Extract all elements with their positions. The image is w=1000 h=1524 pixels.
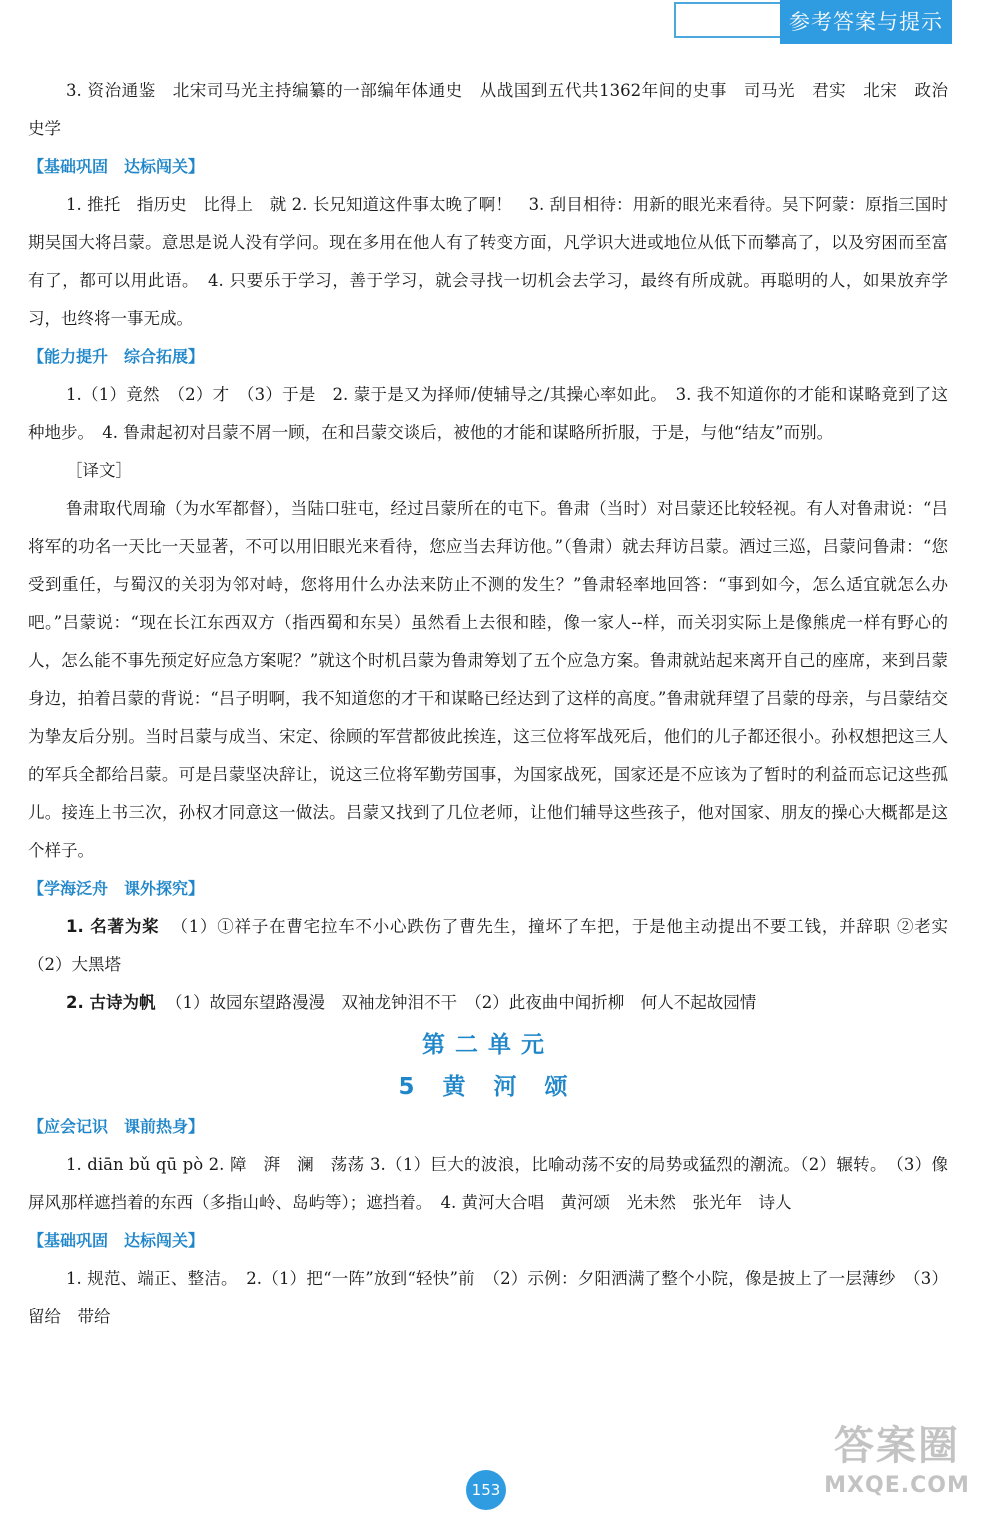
explore-item-1-body: （1）①祥子在曹宅拉车不小心跌伤了曹先生，撞坏了车把，于是他主动提出不要工钱，并辞职 ②老实 （2）大黑塔 — [28, 917, 965, 974]
section-body-warmup: 1. diān bǔ qū pò 2. 障 湃 澜 荡荡 3.（1）巨大的波浪，比喻动荡不安的局势或猛烈的潮流。（2）辗转。 （3）像屏风那样遮挡着的东西（多指山岭、岛屿等）；遮挡着。 4. 黄河大合唱 黄河颂 光未然 张光年 诗人 — [28, 1155, 948, 1212]
explore-item-1-lead: 1. 名著为桨 — [66, 917, 160, 936]
lesson-title: 5 黄 河 颂 — [398, 1074, 578, 1100]
explore-item-2-body: （1）故园东望路漫漫 双袖龙钟泪不干 （2）此夜曲中闻折柳 何人不起故园情 — [166, 993, 757, 1012]
section-heading-explore: 【学海泛舟 课外探究】 — [28, 879, 205, 898]
explore-item-2 — [28, 984, 948, 1022]
watermark-text: 答案圈 — [834, 1423, 960, 1469]
section-body-basic-2: 1. 规范、端正、整洁。 2.（1）把“一阵”放到“轻快”前 （2）示例：夕阳洒满了整个小院，像是披上了一层薄纱 （3）留给 带给 — [28, 1269, 948, 1326]
explore-item-1 — [28, 908, 965, 984]
translation-body: 鲁肃取代周瑜（为水军都督），当陆口驻屯，经过吕蒙所在的屯下。鲁肃（当时）对吕蒙还比较轻视。有人对鲁肃说：“吕将军的功名一天比一天显著，不可以用旧眼光来看待，您应当去拜访他。”（鲁肃）就去拜访吕蒙。酒过三巡，吕蒙问鲁肃：“您受到重任，与蜀汉的关羽为邻对峙，您将用什么办法来防止不测的发生？”鲁肃轻率地回答：“事到如今，怎么适宜就怎么办吧。”吕蒙说：“现在长江东西双方（指西蜀和东吴）虽然看上去很和睦，像一家人--样，而关羽实际上是像熊虎一样有野心的人，怎么能不事先预定好应急方案呢？”就这个时机吕蒙为鲁肃筹划了五个应急方案。鲁肃就站起来离开自己的座席，来到吕蒙身边，拍着吕蒙的背说：“吕子明啊，我不知道您的才干和谋略已经达到了这样的高度。”鲁肃就拜望了吕蒙的母亲，与吕蒙结交为挚友后分别。当时吕蒙与成当、宋定、徐顾的军营都彼此挨连，这三位将军战死后，他们的儿子都还很小。孙权想把这三人的军兵全都给吕蒙。可是吕蒙坚决辞让，说这三位将军勤劳国事，为国家战死，国家还是不应该为了暂时的利益而忘记这些孤儿。接连上书三次，孙权才同意这一做法。吕蒙又找到了几位老师，让他们辅导这些孩子，他对国家、朋友的操心大概都是这个样子。 — [28, 499, 948, 860]
section-body-basic: 1. 推托 指历史 比得上 就 2. 长兄知道这件事太晚了啊！ 3. 刮目相待：用新的眼光来看待。吴下阿蒙：原指三国时期吴国大将吕蒙。意思是说人没有学问。现在多用在他人有了转变方面，凡学识大进或地位从低下而攀高了，以及穷困而至富有了，都可以用此语。 4. 只要乐于学习，善于学习，就会寻找一切机会去学习，最终有所成就。再聪明的人，如果放弃学习，也终将一事无成。 — [28, 195, 948, 328]
section-body-ability: 1.（1）竟然 （2）才 （3）于是 2. 蒙于是又为择师/使辅导之/其操心率如此。 3. 我不知道你的才能和谋略竟到了这种地步。 4. 鲁肃起初对吕蒙不屑一顾，在和吕蒙交谈后，被他的才能和谋略所折服，于是，与他“结友”而别。 — [28, 385, 948, 442]
section-heading-ability: 【能力提升 综合拓展】 — [28, 347, 205, 366]
unit-title: 第二单元 — [422, 1032, 554, 1058]
intro-answer: 3. 资治通鉴 北宋司马光主持编纂的一部编年体通史 从战国到五代共1362年间的史事 司马光 君实 北宋 政治 史学 — [28, 81, 965, 138]
header-banner — [674, 0, 952, 44]
page-number-badge: 153 — [466, 1470, 506, 1510]
answer-content — [28, 72, 965, 1336]
section-heading-basic: 【基础巩固 达标闯关】 — [28, 157, 205, 176]
section-heading-warmup: 【应会记识 课前热身】 — [28, 1117, 205, 1136]
watermark-logo — [812, 1420, 982, 1510]
explore-item-2-lead: 2. 古诗为帆 — [66, 993, 156, 1012]
header-outline-decoration — [674, 2, 782, 38]
section-heading-basic-2: 【基础巩固 达标闯关】 — [28, 1231, 205, 1250]
header-label: 参考答案与提示 — [780, 0, 952, 44]
watermark-url: MXQE.COM — [824, 1473, 970, 1498]
translation-label: ［译文］ — [66, 461, 132, 480]
